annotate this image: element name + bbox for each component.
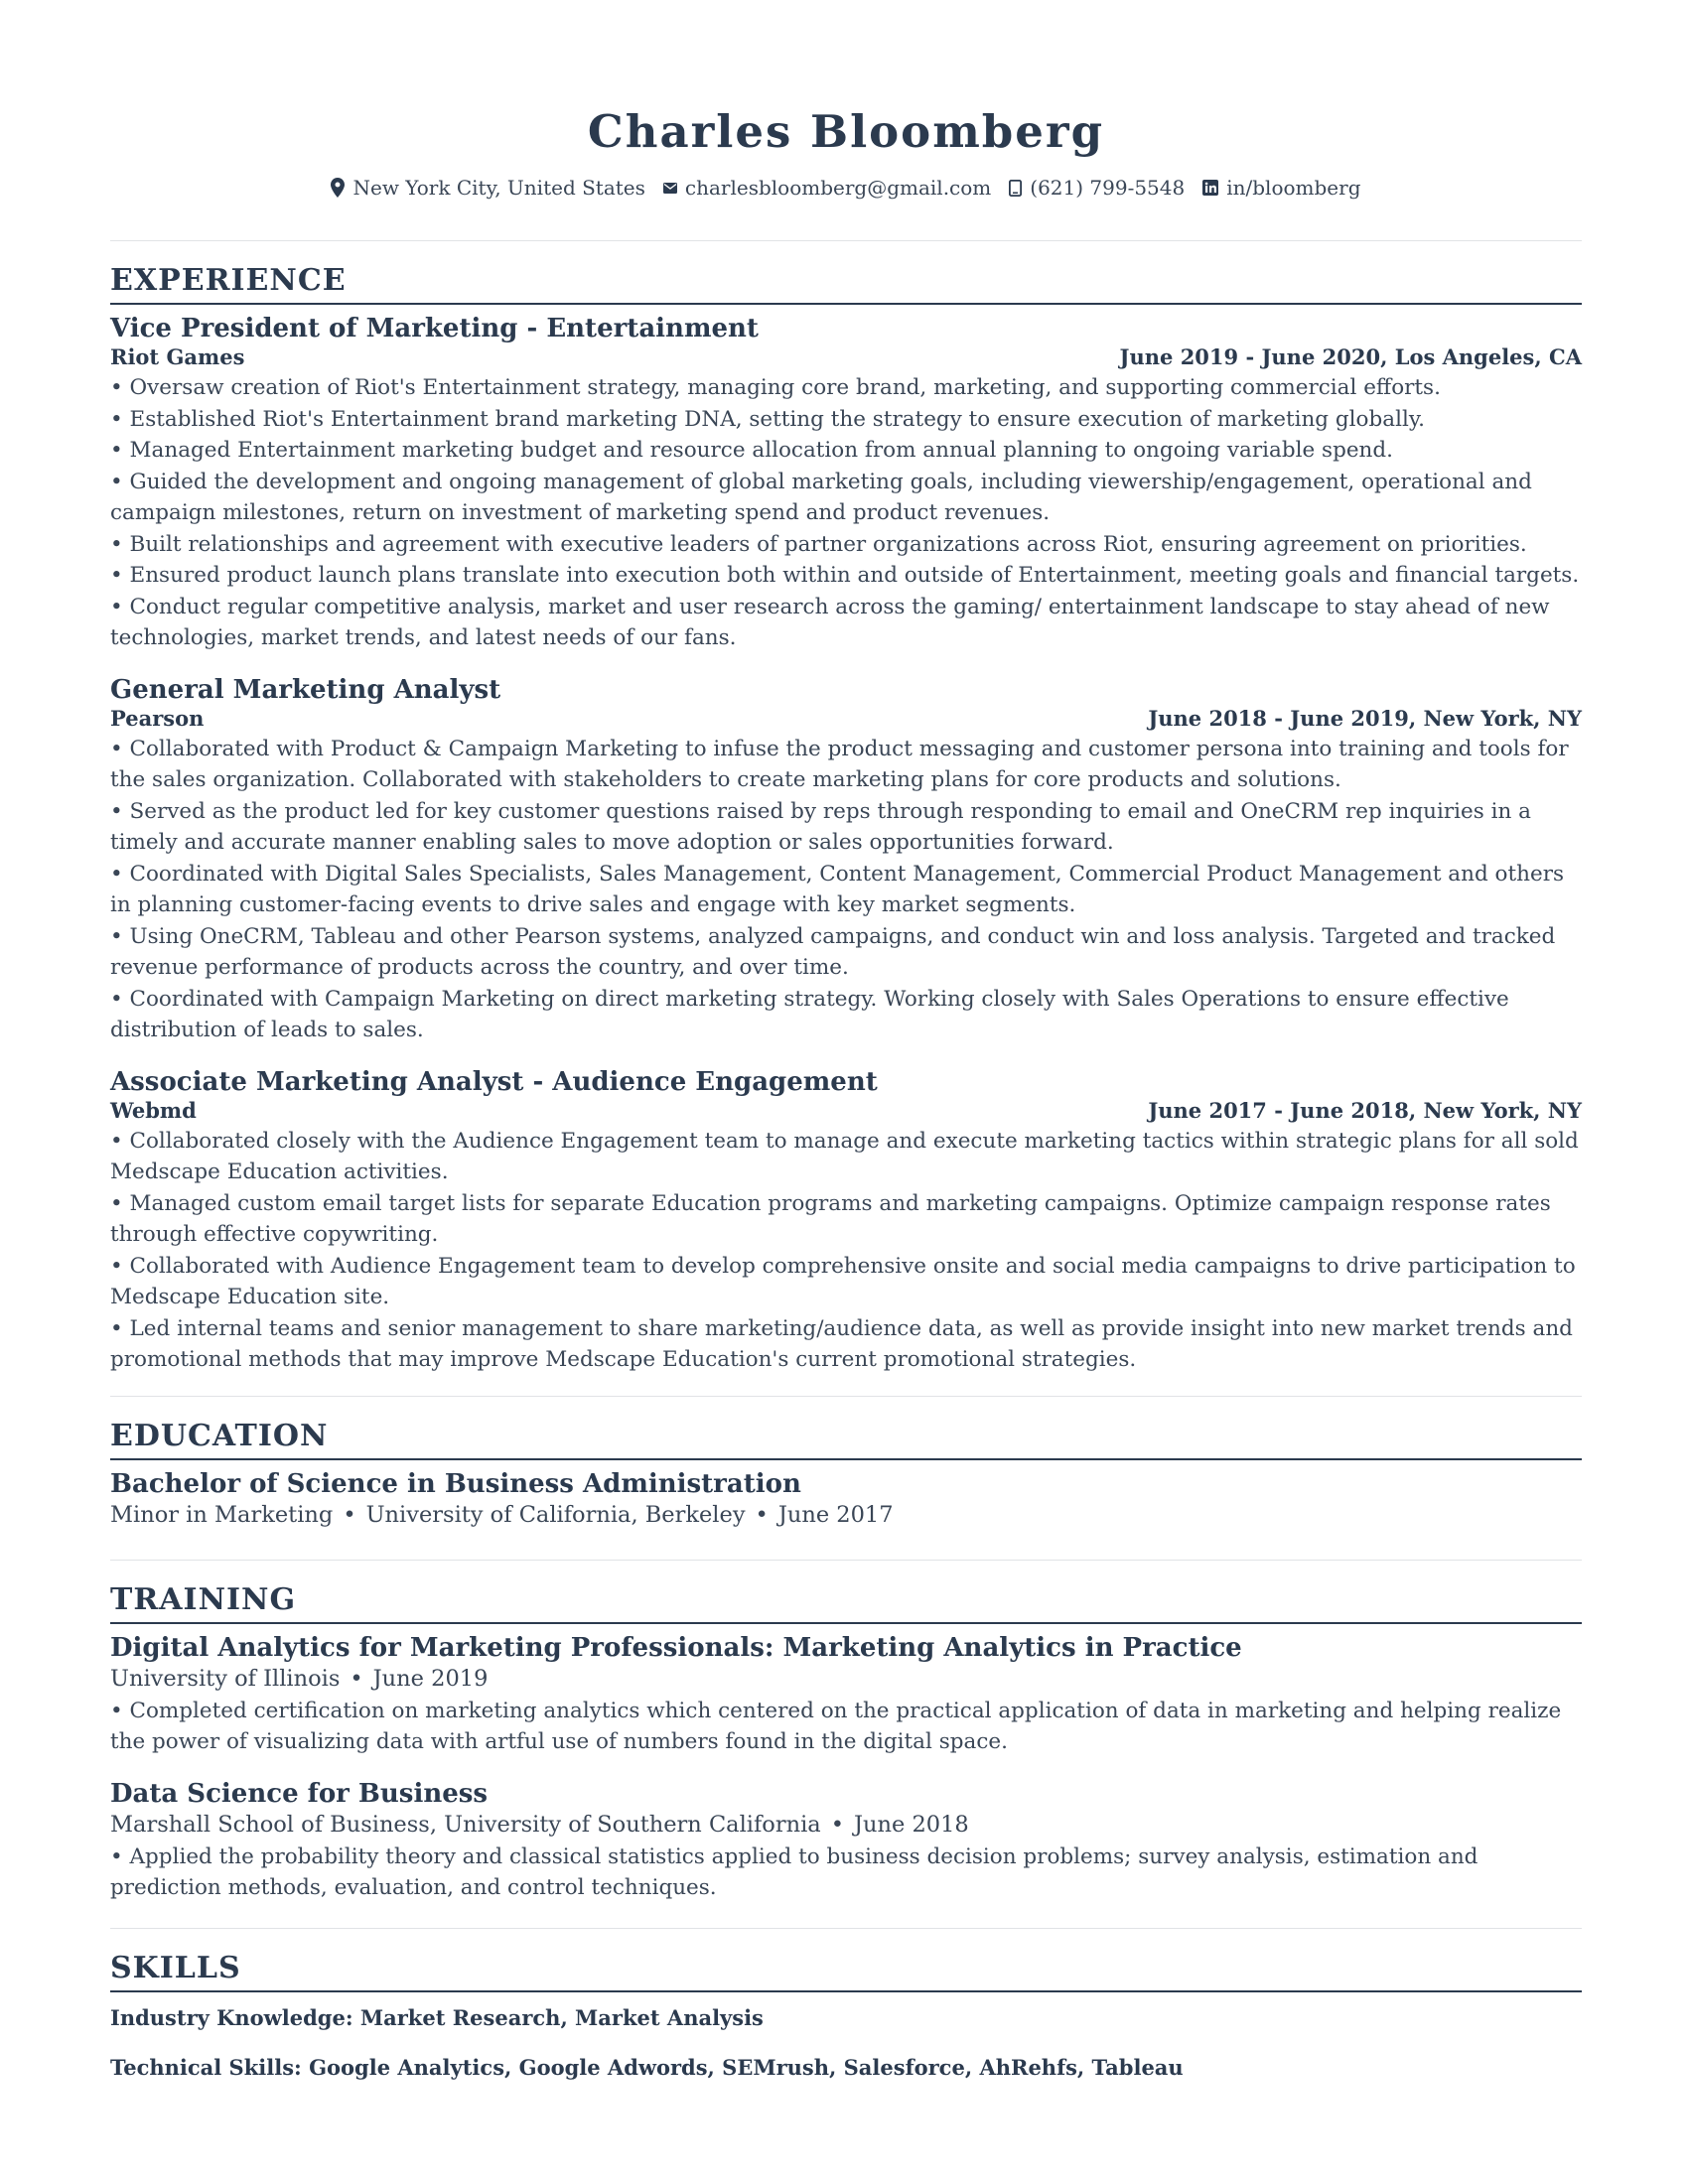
section-title-skills: SKILLS — [110, 1950, 241, 1985]
linkedin-text: in/bloomberg — [1226, 176, 1361, 200]
bullet-item: • Led internal teams and senior management to share marketing/audience data, as well as provide insight into new market trends and promotional methods that may improve Medscape Education's current promotional strategies. — [110, 1315, 1573, 1372]
job-bullets — [110, 372, 1582, 654]
resume-page — [110, 0, 1582, 2082]
education-date: June 2017 — [777, 1501, 894, 1528]
bullet-item: • Completed certification on marketing analytics which centered on the practical application of data in marketing and helping realize the power of visualizing data with artful use of numbers found in the digital space. — [110, 1698, 1562, 1754]
candidate-name: Charles Bloomberg — [587, 105, 1105, 158]
section-divider — [110, 1396, 1582, 1397]
education-school: University of California, Berkeley — [365, 1501, 746, 1528]
bullet-item: • Built relationships and agreement with executive leaders of partner organizations across Riot, ensuring agreement on priorities. — [110, 531, 1527, 557]
section-title-experience: EXPERIENCE — [110, 263, 347, 298]
training-details — [110, 1664, 1582, 1694]
contact-phone[interactable] — [1009, 175, 1185, 201]
bullet-item: • Coordinated with Digital Sales Specialists, Sales Management, Content Management, Commercial Product Management and others in planning customer-facing events to drive sales and engage with key market segments. — [110, 861, 1565, 917]
bullet-item: • Using OneCRM, Tableau and other Pearson systems, analyzed campaigns, and conduct win and loss analysis. Targeted and tracked revenue performance of products across the country, and over time. — [110, 923, 1556, 980]
section-title-training: TRAINING — [110, 1581, 297, 1617]
education-minor: Minor in Marketing — [110, 1501, 334, 1528]
job-subheader — [110, 344, 1582, 370]
linkedin-icon — [1202, 180, 1218, 196]
training-bullets — [110, 1696, 1582, 1758]
job-dates-location: June 2019 - June 2020, Los Angeles, CA — [1119, 344, 1582, 369]
location-pin-icon — [331, 178, 345, 198]
phone-text: (621) 799-5548 — [1030, 176, 1186, 200]
training-date: June 2019 — [372, 1665, 489, 1692]
company-name: Pearson — [110, 705, 205, 731]
training-entry — [110, 1778, 1582, 1904]
education-section — [110, 1417, 1582, 1530]
education-details — [110, 1500, 1582, 1530]
section-rule — [110, 303, 1582, 305]
bullet-item: • Ensured product launch plans translate into execution both within and outside of Entertainment, meeting goals and financial targets. — [110, 563, 1580, 588]
bullet-item: • Oversaw creation of Riot's Entertainment strategy, managing core brand, marketing, and supporting commercial efforts. — [110, 375, 1441, 400]
job-entry — [110, 313, 1582, 654]
training-title: Digital Analytics for Marketing Professionals: Marketing Analytics in Practice — [110, 1632, 1242, 1663]
bullet-item: • Conduct regular competitive analysis, market and user research across the gaming/ entertainment landscape to stay ahead of new technologies, market trends, and latest needs of our fans. — [110, 594, 1550, 650]
job-entry — [110, 674, 1582, 1046]
bullet-item: • Applied the probability theory and classical statistics applied to business decision problems; survey analysis, estimation and prediction methods, evaluation, and control techniques. — [110, 1843, 1478, 1900]
bullet-item: • Collaborated with Product & Campaign Marketing to infuse the product messaging and customer persona into training and tools for the sales organization. Collaborated with stakeholders to create marketing plans for core products and solutions. — [110, 736, 1569, 792]
training-school: Marshall School of Business, University of Southern California — [110, 1811, 821, 1838]
bullet-item: • Collaborated closely with the Audience Engagement team to manage and execute marketing tactics within strategic plans for all sold Medscape Education activities. — [110, 1128, 1579, 1184]
section-divider — [110, 1560, 1582, 1561]
skill-technical: Technical Skills: Google Analytics, Google Adwords, SEMrush, Salesforce, AhRehfs, Tableau — [110, 2054, 1184, 2080]
bullet-item: • Established Riot's Entertainment brand marketing DNA, setting the strategy to ensure execution of marketing globally. — [110, 406, 1425, 432]
bullet-item: • Managed custom email target lists for separate Education programs and marketing campaigns. Optimize campaign response rates through effective copywriting. — [110, 1190, 1551, 1247]
skill-industry-knowledge: Industry Knowledge: Market Research, Market Analysis — [110, 2004, 764, 2030]
job-bullets — [110, 734, 1582, 1046]
skills-section — [110, 1949, 1582, 2082]
phone-icon — [1009, 180, 1022, 197]
section-title-education: EDUCATION — [110, 1418, 329, 1453]
section-rule — [110, 1990, 1582, 1992]
separator-dot: • — [830, 1811, 844, 1838]
training-title: Data Science for Business — [110, 1778, 489, 1809]
separator-dot: • — [350, 1665, 363, 1692]
section-rule — [110, 1622, 1582, 1624]
job-title: General Marketing Analyst — [110, 674, 501, 705]
contact-location — [331, 175, 644, 201]
job-bullets — [110, 1126, 1582, 1376]
company-name: Riot Games — [110, 344, 245, 369]
job-subheader — [110, 1098, 1582, 1124]
bullet-item: • Collaborated with Audience Engagement team to develop comprehensive onsite and social media campaigns to drive participation to Medscape Education site. — [110, 1253, 1576, 1309]
experience-section — [110, 261, 1582, 1376]
bullet-item: • Coordinated with Campaign Marketing on direct marketing strategy. Working closely with Sales Operations to ensure effective distribution of leads to sales. — [110, 986, 1509, 1042]
training-bullets — [110, 1842, 1582, 1904]
location-text: New York City, United States — [352, 176, 645, 200]
job-title: Vice President of Marketing - Entertainment — [110, 314, 759, 343]
contact-linkedin[interactable] — [1202, 175, 1360, 201]
contact-email[interactable] — [663, 175, 991, 201]
bullet-item: • Managed Entertainment marketing budget and resource allocation from annual planning to ongoing variable spend. — [110, 438, 1393, 463]
envelope-icon — [663, 183, 677, 194]
degree-title: Bachelor of Science in Business Administration — [110, 1468, 801, 1499]
job-subheader — [110, 706, 1582, 732]
job-title: Associate Marketing Analyst - Audience Engagement — [110, 1066, 878, 1097]
training-section — [110, 1580, 1582, 1904]
section-rule — [110, 1458, 1582, 1460]
header-divider — [110, 240, 1582, 241]
training-details — [110, 1810, 1582, 1840]
job-dates-location: June 2018 - June 2019, New York, NY — [1148, 705, 1582, 731]
bullet-item: • Served as the product led for key customer questions raised by reps through responding to email and OneCRM rep inquiries in a timely and accurate manner enabling sales to move adoption or sales opportunities forward. — [110, 798, 1531, 855]
training-school: University of Illinois — [110, 1665, 341, 1692]
training-entry — [110, 1632, 1582, 1758]
bullet-item: • Guided the development and ongoing management of global marketing goals, including viewership/engagement, operational and campaign milestones, return on investment of marketing spend and product revenues. — [110, 469, 1532, 525]
training-date: June 2018 — [854, 1811, 969, 1838]
email-text: charlesbloomberg@gmail.com — [684, 176, 992, 200]
job-entry — [110, 1066, 1582, 1376]
separator-dot: • — [343, 1501, 356, 1528]
section-divider — [110, 1928, 1582, 1929]
company-name: Webmd — [110, 1097, 197, 1123]
separator-dot: • — [755, 1501, 769, 1528]
contact-bar — [110, 175, 1582, 201]
job-dates-location: June 2017 - June 2018, New York, NY — [1148, 1097, 1582, 1123]
